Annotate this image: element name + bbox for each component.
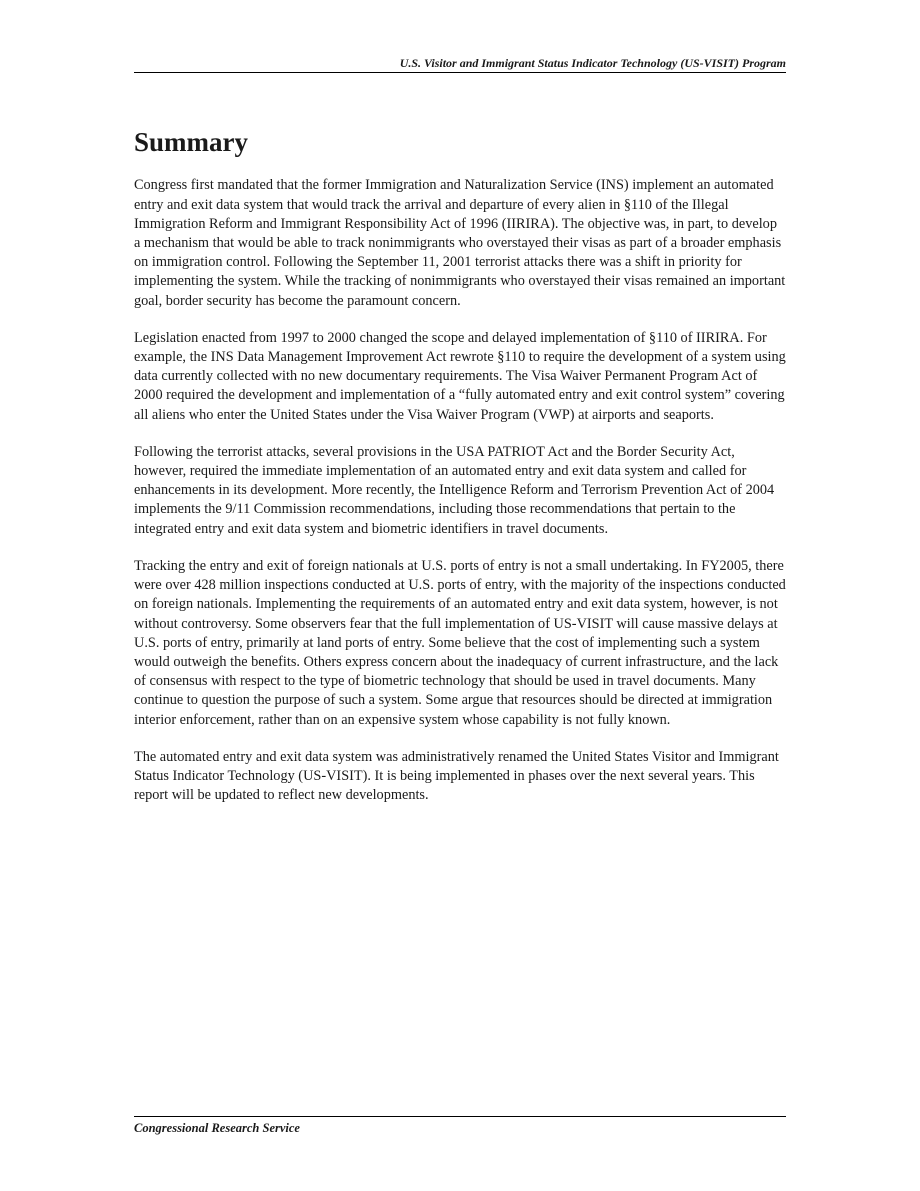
- running-title: U.S. Visitor and Immigrant Status Indicator Technology (US-VISIT) Program: [399, 56, 786, 70]
- page-header: [134, 54, 786, 73]
- paragraph: Congress first mandated that the former Immigration and Naturalization Service (INS) implement an automated entry and exit data system that would track the arrival and departure of every alien in §110 of the Illegal Immigration Reform and Immigrant Responsibility Act of 1996 (IIRIRA). The objective was, in part, to develop a mechanism that would be able to track nonimmigrants who overstayed their visas as part of a broader emphasis on immigration control. Following the September 11, 2001 terrorist attacks there was a shift in priority for implementing the system. While the tracking of nonimmigrants who overstayed their visas remained an important goal, border security has become the paramount concern.: [134, 177, 786, 309]
- footer-text: Congressional Research Service: [134, 1121, 300, 1135]
- paragraph: Following the terrorist attacks, several provisions in the USA PATRIOT Act and the Border Security Act, however, required the immediate implementation of an automated entry and exit data system and called for enhancements in its development. More recently, the Intelligence Reform and Terrorism Prevention Act of 2004 implements the 9/11 Commission recommendations, including those recommendations that pertain to the integrated entry and exit data system and biometric identifiers in travel documents.: [134, 443, 775, 537]
- section-title: Summary: [134, 127, 248, 157]
- paragraph: Tracking the entry and exit of foreign nationals at U.S. ports of entry is not a small undertaking. In FY2005, there were over 428 million inspections conducted at U.S. ports of entry, with the majority of the inspections conducted on foreign nationals. Implementing the requirements of an automated entry and exit data system, however, is not without controversy. Some observers fear that the full implementation of US-VISIT will cause massive delays at U.S. ports of entry, primarily at land ports of entry. Some believe that the cost of implementing such a system would outweigh the benefits. Others express concern about the inadequacy of current infrastructure, and the lack of consensus with respect to the type of biometric technology that should be used in travel documents. Many continue to question the purpose of such a system. Some argue that resources should be directed at immigration interior enforcement, rather than on an expensive system whose capability is not fully known.: [134, 557, 786, 728]
- page-footer: [134, 1116, 786, 1136]
- paragraph: Legislation enacted from 1997 to 2000 changed the scope and delayed implementation of §110 of IIRIRA. For example, the INS Data Management Improvement Act rewrote §110 to require the development of a system using data currently collected with no new documentary requirements. The Visa Waiver Permanent Program Act of 2000 required the development and implementation of a “fully automated entry and exit control system” covering all aliens who enter the United States under the Visa Waiver Program (VWP) at airports and seaports.: [134, 329, 786, 423]
- main-content: [134, 124, 786, 823]
- paragraph: The automated entry and exit data system was administratively renamed the United States Visitor and Immigrant Status Indicator Technology (US-VISIT). It is being implemented in phases over the next several years. This report will be updated to reflect new developments.: [134, 748, 779, 804]
